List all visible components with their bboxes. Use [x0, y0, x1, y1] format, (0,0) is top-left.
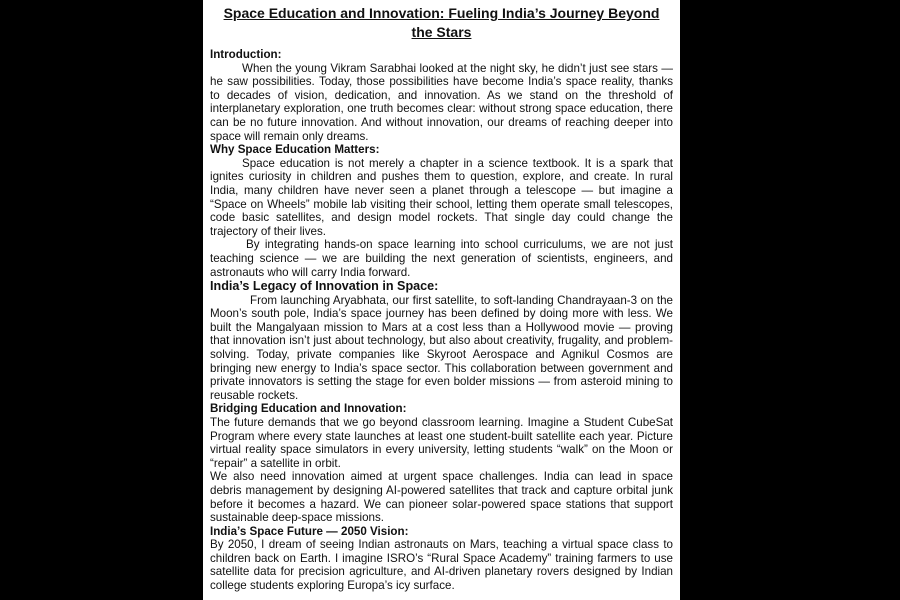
section-heading: Bridging Education and Innovation:	[210, 402, 407, 416]
document-title: Space Education and Innovation: Fueling India’s Journey Beyond the Stars	[223, 5, 660, 40]
paragraph: Space education is not merely a chapter in a science textbook. It is a spark that ignites curiosity in children and pushes them to question, explore, and create. In rural India, many children have never seen a planet through a telescope — but imagine a “Space on Wheels” mobile lab visiting their school, letting them operate small telescopes, code basic satellites, and design model rockets. That single day could change the trajectory of their lives.	[210, 156, 673, 238]
section-why-space-education	[210, 143, 673, 279]
section-heading: Why Space Education Matters:	[210, 143, 380, 157]
paragraph: By 2050, I dream of seeing Indian astronauts on Mars, teaching a virtual space class to children back on Earth. I imagine ISRO’s “Rural Space Academy” training farmers to use satellite data for precision agriculture, and AI-driven planetary rovers designed by Indian college students exploring Europa’s icy surface.	[210, 538, 673, 593]
paragraph: From launching Aryabhata, our first satellite, to soft-landing Chandrayaan-3 on the Moon’s south pole, India’s space journey has been defined by doing more with less. We built the Mangalyaan mission to Mars at a cost less than a Hollywood movie — proving that innovation isn’t just about technology, but also about creativity, frugality, and problem-solving. Today, private companies like Skyroot Aerospace and Agnikul Cosmos are bringing new energy to India’s space sector. This collaboration between government and private innovators is setting the stage for even bolder missions — from asteroid mining to reusable rockets.	[210, 293, 673, 402]
section-heading: Introduction:	[210, 48, 282, 61]
section-introduction	[210, 48, 673, 143]
paragraph: When the young Vikram Sarabhai looked at the night sky, he didn’t just see stars — he saw possibilities. Today, those possibilities have become India’s space reality, thanks to decades of vision, dedication, and innovation. As we stand on the threshold of interplanetary exploration, one truth becomes clear: without strong space education, there can be no future innovation. And without innovation, our dreams of reaching deeper into space will remain only dreams.	[210, 61, 673, 143]
section-bridging	[210, 402, 673, 524]
section-heading: India’s Space Future — 2050 Vision:	[210, 524, 409, 538]
section-legacy	[210, 279, 673, 402]
paragraph: The future demands that we go beyond classroom learning. Imagine a Student CubeSat Program where every state launches at least one student-built satellite each year. Picture virtual reality space simulators in every university, letting students “walk” on the Moon or “repair” a satellite in orbit.	[210, 415, 673, 470]
section-future-vision	[210, 525, 673, 593]
document-page	[203, 0, 680, 600]
paragraph: We also need innovation aimed at urgent space challenges. India can lead in space debris management by designing AI-powered satellites that track and capture orbital junk before it becomes a hazard. We can pioneer solar-powered space stations that support sustainable deep-space missions.	[210, 470, 673, 525]
section-heading: India’s Legacy of Innovation in Space:	[210, 279, 439, 294]
paragraph: By integrating hands-on space learning into school curriculums, we are not just teaching science — we are building the next generation of scientists, engineers, and astronauts who will carry India forward.	[210, 238, 673, 279]
